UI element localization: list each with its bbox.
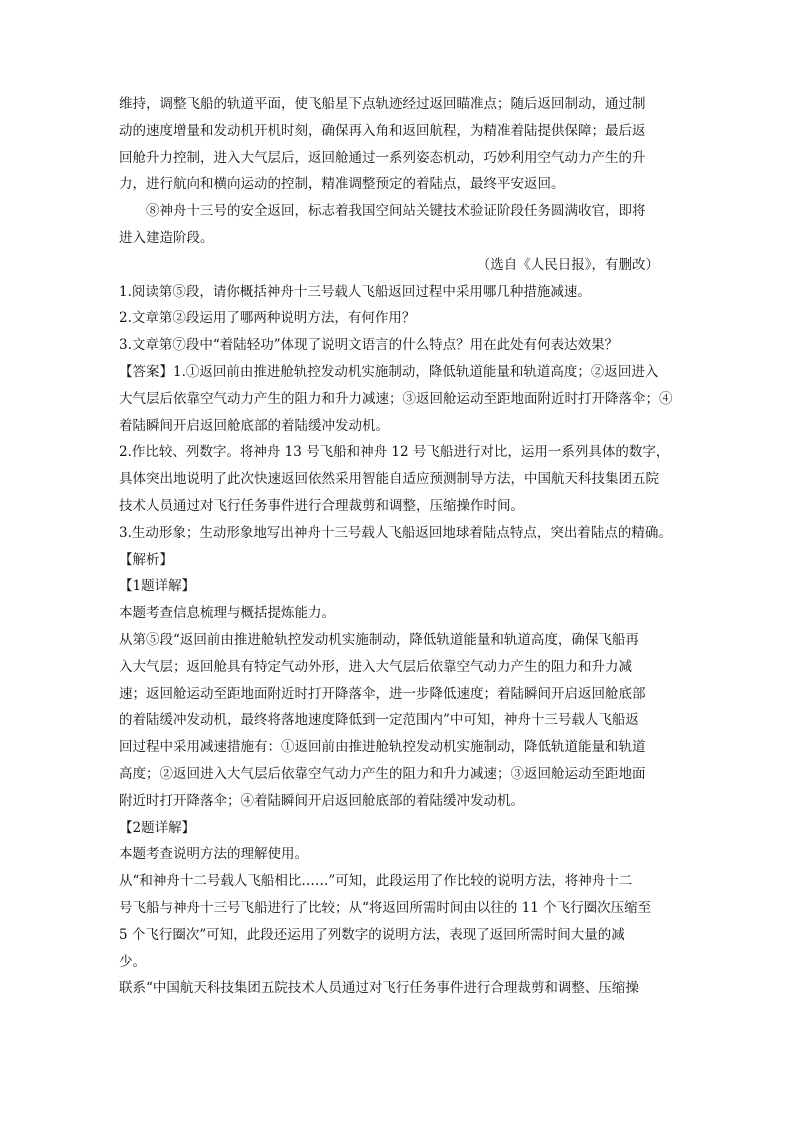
text-line: 入大气层；返回舱具有特定气动外形，进入大气层后依靠空气动力产生的阻力和升力减 bbox=[119, 658, 632, 675]
question-2: 2.文章第②段运用了哪两种说明方法，有何作用？ bbox=[119, 310, 416, 327]
q2-analysis-last-line: 联系“中国航天科技集团五院技术人员通过对飞行任务事件进行合理裁剪和调整、压缩操 bbox=[119, 980, 639, 997]
question-3: 3.文章第⑦段中“着陆轻功”体现了说明文语言的什么特点？用在此处有何表达效果？ bbox=[119, 337, 619, 354]
text-line: 从第⑤段“返回前由推进舱轨控发动机实施制动，降低轨道能量和轨道高度，确保飞船再 bbox=[119, 631, 639, 648]
text-line: 的着陆缓冲发动机，最终将落地速度降低到一定范围内”中可知，神舟十三号载人飞船返 bbox=[119, 712, 639, 729]
text-line: 回过程中采用减速措施有：①返回前由推进舱轨控发动机实施制动，降低轨道能量和轨道 bbox=[119, 739, 646, 756]
text-line: 2.作比较、列数字。将神舟 13 号飞船和神舟 12 号飞船进行对比，运用一系列具体的数字， bbox=[119, 444, 670, 461]
text-line: 维持，调整飞船的轨道平面，使飞船星下点轨迹经过返回瞄准点；随后返回制动，通过制 bbox=[119, 96, 646, 112]
text-line: 从“和神舟十二号载人飞船相比……”可知，此段运用了作比较的说明方法，将神舟十二 bbox=[119, 873, 633, 890]
text-line: 回舱升力控制，进入大气层后，返回舱通过一系列姿态机动，巧妙利用空气动力产生的升 bbox=[119, 149, 646, 166]
text-line: 技术人员通过对飞行任务事件进行合理裁剪和调整，压缩操作时间。 bbox=[119, 497, 524, 514]
answer-2 bbox=[119, 439, 679, 519]
q2-intro: 本题考查说明方法的理解使用。 bbox=[119, 846, 308, 863]
text-line: 号飞船与神舟十三号飞船进行了比较；从“将返回所需时间由以往的 11 个飞行圈次压缩至 bbox=[119, 899, 652, 916]
text-line: ⑧神舟十三号的安全返回，标志着我国空间站关键技术验证阶段任务圆满收官，即将 bbox=[146, 203, 646, 220]
text-line: 着陆瞬间开启返回舱底部的着陆缓冲发动机。 bbox=[119, 417, 389, 434]
q1-detail-title: 【1题详解】 bbox=[119, 578, 196, 595]
text-line: 动的速度增量和发动机开机时刻，确保再入角和返回航程，为精准着陆提供保障；最后返 bbox=[119, 122, 646, 139]
text-line: 高度；②返回进入大气层后依靠空气动力产生的阻力和升力减速；③返回舱运动至距地面 bbox=[119, 765, 646, 782]
q1-analysis-body bbox=[119, 627, 679, 815]
document-content bbox=[119, 91, 679, 1002]
text-line: 速；返回舱运动至距地面附近时打开降落伞，进一步降低速度；着陆瞬间开启返回舱底部 bbox=[119, 685, 646, 702]
text-line: 【答案】1.①返回前由推进舱轨控发动机实施制动，降低轨道能量和轨道高度；②返回进入 bbox=[119, 363, 659, 380]
text-line: 具体突出地说明了此次快速返回依然采用智能自适应预测制导方法，中国航天科技集团五院 bbox=[119, 471, 659, 488]
answer-label: 【答案】 bbox=[119, 363, 173, 380]
question-1: 1.阅读第⑤段，请你概括神舟十三号载人飞船返回过程中采用哪几种措施减速。 bbox=[119, 283, 591, 300]
text-line: 少。 bbox=[119, 953, 146, 970]
source-citation: （选自《人民日报》，有删改） bbox=[476, 256, 659, 273]
passage-paragraph-continued bbox=[119, 91, 679, 198]
passage-paragraph-8 bbox=[119, 198, 679, 252]
q2-detail-title: 【2题详解】 bbox=[119, 819, 196, 836]
text-line: 附近时打开降落伞；④着陆瞬间开启返回舱底部的着陆缓冲发动机。 bbox=[119, 792, 524, 809]
analysis-label: 【解析】 bbox=[119, 551, 173, 568]
q2-analysis-body bbox=[119, 868, 679, 975]
text-line: 进入建造阶段。 bbox=[119, 229, 214, 246]
q1-intro: 本题考查信息梳理与概括提炼能力。 bbox=[119, 605, 335, 622]
text-line: 大气层后依靠空气动力产生的阻力和升力减速；③返回舱运动至距地面附近时打开降落伞；④ bbox=[119, 390, 673, 407]
text-line: 5 个飞行圈次”可知，此段还运用了列数字的说明方法，表现了返回所需时间大量的减 bbox=[119, 926, 625, 943]
answer-3: 3.生动形象；生动形象地写出神舟十三号载人飞船返回地球着陆点特点，突出着陆点的精确。 bbox=[119, 524, 672, 541]
text-line: 力，进行航向和横向运动的控制，精准调整预定的着陆点，最终平安返回。 bbox=[119, 176, 565, 193]
answer-1 bbox=[119, 359, 679, 439]
